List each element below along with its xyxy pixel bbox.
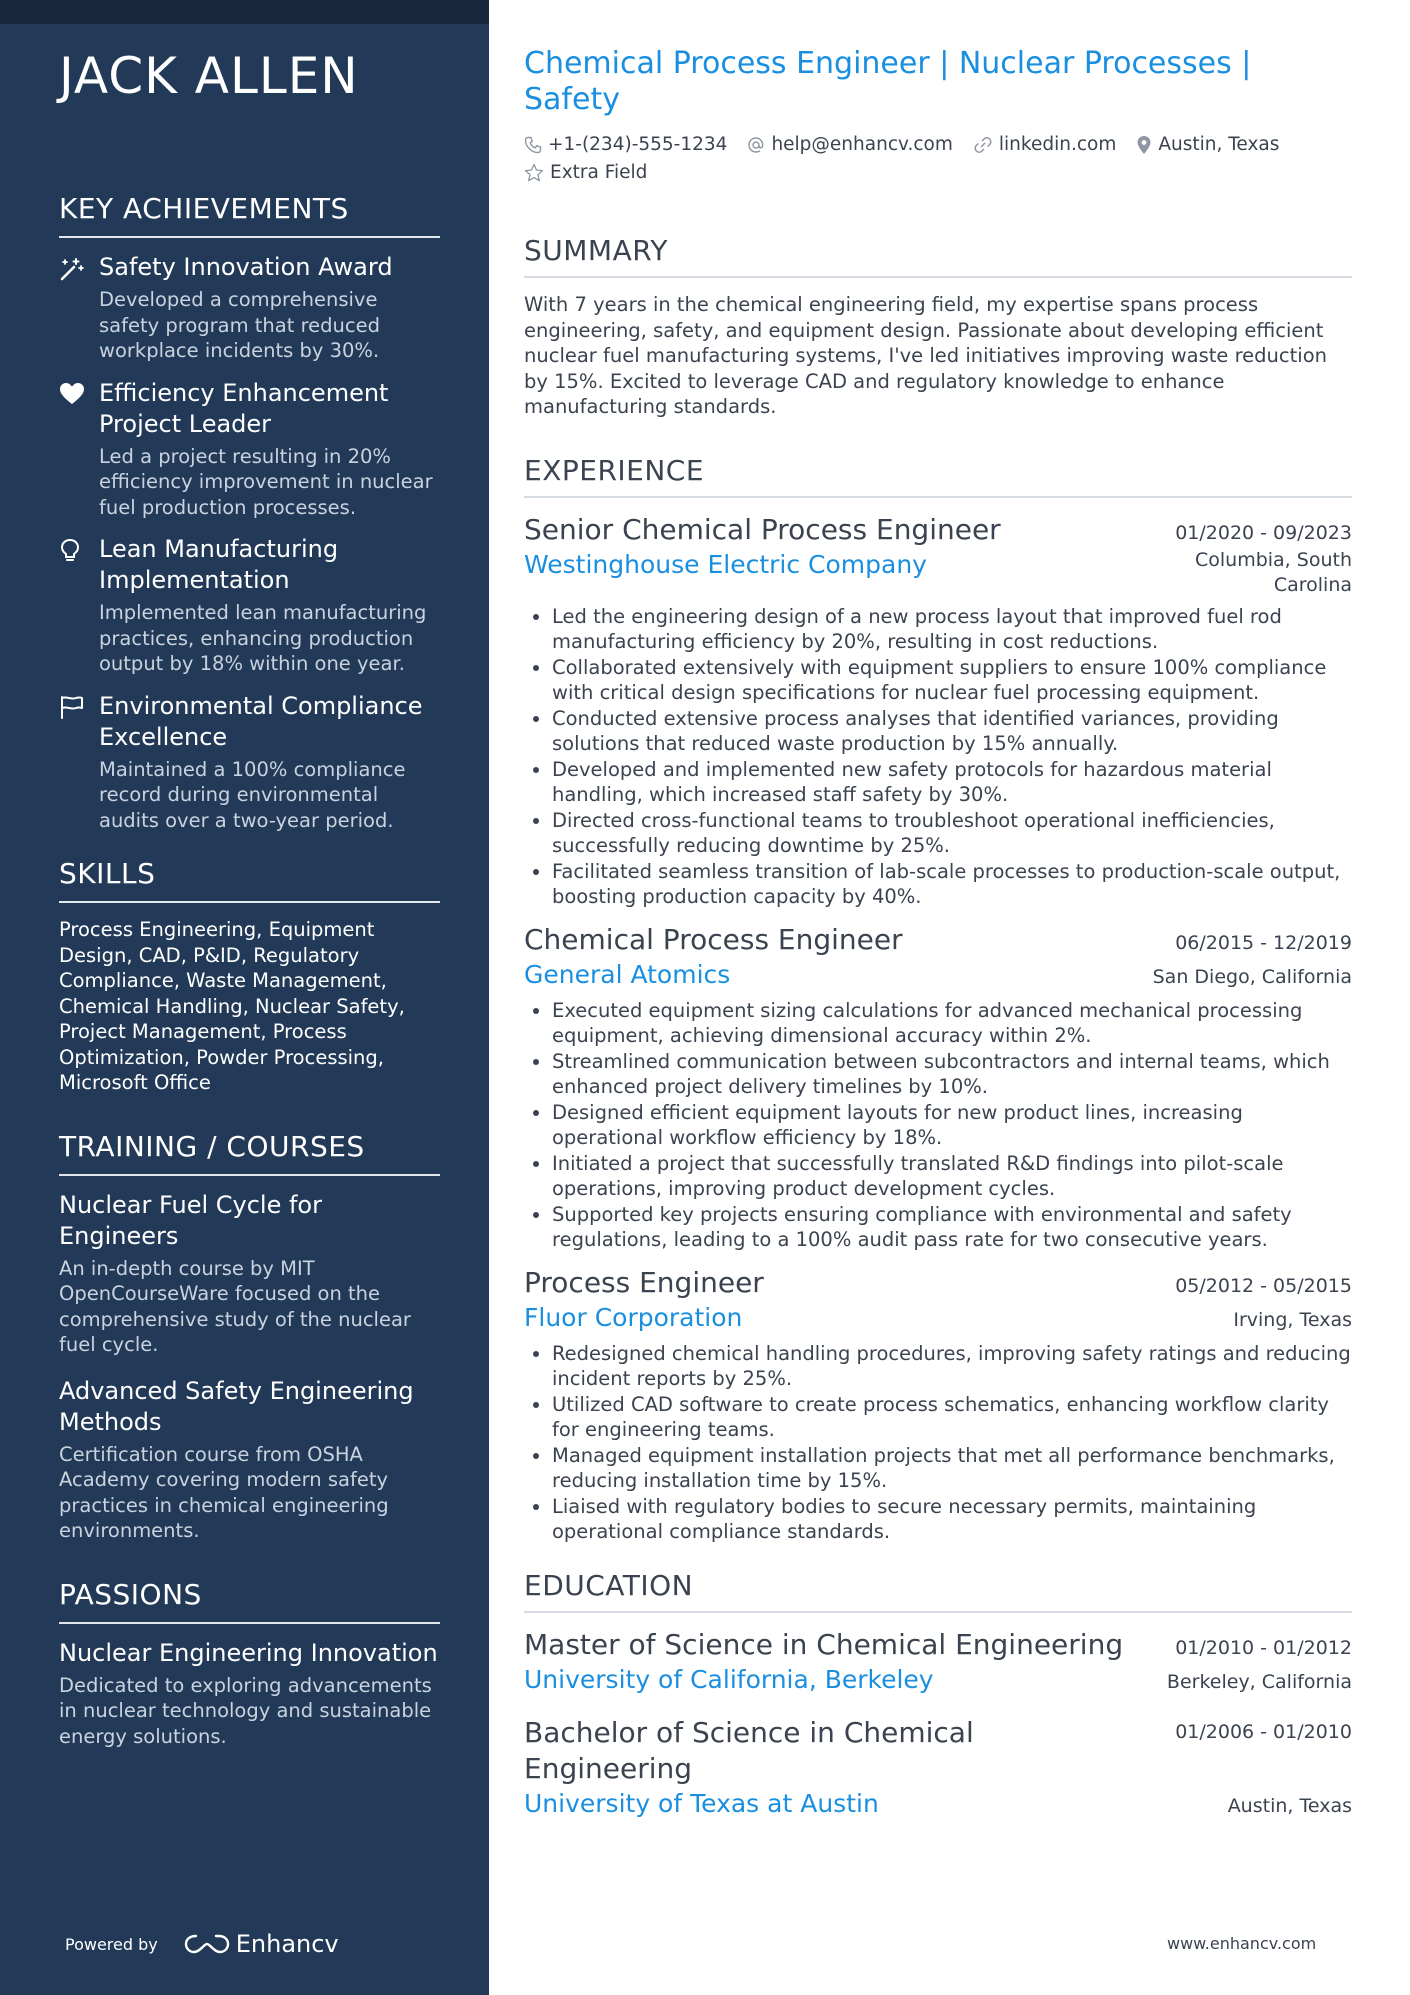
education-dates: 01/2010 - 01/2012: [1175, 1636, 1352, 1659]
job-bullet: • Designed efficient equipment layouts for new product lines, increasing operational workflow efficiency by 18%.: [552, 1100, 1352, 1151]
achievement-item: [59, 378, 440, 521]
lightbulb-icon: [59, 534, 99, 677]
footer-url[interactable]: www.enhancv.com: [1167, 1934, 1317, 1953]
job-bullet: • Liaised with regulatory bodies to secure necessary permits, maintaining operational compliance standards.: [552, 1494, 1352, 1545]
achievement-desc: Implemented lean manufacturing practices, enhancing production output by 18% within one year.: [99, 601, 427, 675]
course-title: Advanced Safety Engineering Methods: [59, 1376, 414, 1436]
job-entry: [524, 922, 1352, 1253]
contact-email[interactable]: [747, 134, 952, 156]
school-location: Austin, Texas: [1227, 1794, 1352, 1817]
job-location: Columbia, South Carolina: [1194, 548, 1352, 596]
job-dates: 05/2012 - 05/2015: [1175, 1274, 1352, 1297]
phone-text: +1-(234)-555-1234: [548, 134, 728, 155]
achievements-heading: KEY ACHIEVEMENTS: [59, 192, 440, 238]
job-bullet: • Initiated a project that successfully translated R&D findings into pilot-scale operations, improving product development cycles.: [552, 1151, 1352, 1202]
course-item: [59, 1376, 440, 1544]
linkedin-text: linkedin.com: [998, 134, 1117, 155]
link-icon: [973, 136, 993, 154]
job-bullet: • Conducted extensive process analyses that identified variances, providing solutions that reduced waste production by 15% annually.: [552, 706, 1352, 757]
location-text: Austin, Texas: [1158, 134, 1280, 155]
achievements-section: [59, 192, 440, 833]
job-bullet: • Redesigned chemical handling procedures, improving safety ratings and reducing incident reports by 25%.: [552, 1341, 1352, 1392]
job-bullet: • Collaborated extensively with equipment suppliers to ensure 100% compliance with critical design specifications for nuclear fuel processing equipment.: [552, 655, 1352, 706]
job-entry: [524, 1265, 1352, 1545]
contact-location: [1136, 134, 1279, 156]
job-bullet: • Managed equipment installation projects that met all performance benchmarks, reducing installation time by 15%.: [552, 1443, 1352, 1494]
main-column: [524, 46, 1352, 1821]
powered-by: [65, 1930, 339, 1958]
job-bullet: • Executed equipment sizing calculations for advanced mechanical processing equipment, achieving dimensional accuracy within 2%.: [552, 998, 1352, 1049]
job-bullet: • Streamlined communication between subcontractors and internal teams, which enhanced project delivery timelines by 10%.: [552, 1049, 1352, 1100]
education-entry: [524, 1715, 1352, 1821]
school: University of California, Berkeley: [524, 1664, 934, 1694]
school: University of Texas at Austin: [524, 1788, 879, 1818]
degree: Bachelor of Science in Chemical Engineering: [524, 1715, 974, 1785]
job-bullet: • Developed and implemented new safety protocols for hazardous material handling, which increased staff safety by 30%.: [552, 757, 1352, 808]
course-title: Nuclear Fuel Cycle for Engineers: [59, 1190, 322, 1250]
headline: Chemical Process Engineer | Nuclear Processes | Safety: [524, 46, 1252, 117]
phone-icon: [524, 136, 542, 154]
course-desc: An in-depth course by MIT OpenCourseWare focused on the comprehensive study of the nuclear fuel cycle.: [59, 1256, 411, 1356]
education-entry: [524, 1627, 1352, 1697]
job-dates: 06/2015 - 12/2019: [1175, 931, 1352, 954]
job-bullet: • Supported key projects ensuring compliance with environmental and safety regulations, leading to a 100% audit pass rate for two consecutive years.: [552, 1202, 1352, 1253]
job-bullets: [524, 1341, 1352, 1545]
job-bullet: • Utilized CAD software to create process schematics, enhancing workflow clarity for engineering teams.: [552, 1392, 1352, 1443]
passions-heading: PASSIONS: [59, 1578, 440, 1624]
skills-section: [59, 857, 440, 1096]
email-text: help@enhancv.com: [771, 134, 953, 155]
skills-list: Process Engineering, Equipment Design, CAD, P&ID, Regulatory Compliance, Waste Management, Chemical Handling, Nuclear Safety, Project Management, Process Optimization, Powder Processing, Microsoft Office: [59, 918, 405, 1094]
achievement-item: [59, 252, 440, 364]
job-bullet: • Led the engineering design of a new process layout that improved fuel rod manufacturing efficiency by 20%, resulting in cost reductions.: [552, 604, 1352, 655]
achievement-desc: Led a project resulting in 20% efficiency improvement in nuclear fuel production processes.: [99, 444, 433, 519]
at-icon: [747, 136, 765, 154]
achievement-desc: Maintained a 100% compliance record during environmental audits over a two-year period.: [99, 757, 406, 832]
achievement-title: Safety Innovation Award: [99, 253, 393, 281]
job-location: Irving, Texas: [1233, 1308, 1352, 1331]
job-bullets: [524, 604, 1352, 910]
job-company: Fluor Corporation: [524, 1302, 743, 1332]
achievement-title: Lean Manufacturing Implementation: [99, 535, 339, 594]
experience-heading: EXPERIENCE: [524, 454, 1352, 498]
sidebar-content: [59, 44, 440, 1749]
passions-section: [59, 1578, 440, 1750]
job-bullet: • Directed cross-functional teams to troubleshoot operational inefficiencies, successfully reducing downtime by 25%.: [552, 808, 1352, 859]
contact-linkedin[interactable]: [973, 134, 1116, 156]
degree: Master of Science in Chemical Engineering: [524, 1627, 1124, 1661]
training-heading: TRAINING / COURSES: [59, 1130, 440, 1176]
education-dates: 01/2006 - 01/2010: [1175, 1720, 1352, 1743]
experience-section: [524, 454, 1352, 1545]
job-dates: 01/2020 - 09/2023: [1175, 521, 1352, 544]
extra-field-text: Extra Field: [550, 162, 648, 183]
location-pin-icon: [1136, 135, 1152, 155]
achievement-item: [59, 691, 440, 834]
achievement-item: [59, 534, 440, 677]
flag-icon: [59, 691, 99, 834]
achievement-title: Efficiency Enhancement Project Leader: [99, 378, 389, 438]
job-entry: [524, 512, 1352, 910]
sidebar-top-strip: [0, 0, 489, 24]
infinity-icon: [184, 1932, 230, 1956]
education-section: [524, 1569, 1352, 1821]
achievement-desc: Developed a comprehensive safety program that reduced workplace incidents by 30%.: [99, 288, 381, 362]
candidate-name: JACK ALLEN: [59, 47, 359, 105]
passion-desc: Dedicated to exploring advancements in nuclear technology and sustainable energy solutions.: [59, 1673, 432, 1748]
brand-name: Enhancv: [235, 1930, 339, 1958]
enhancv-logo[interactable]: [184, 1930, 339, 1958]
passion-item: [59, 1638, 440, 1750]
contact-extra: [524, 162, 647, 184]
course-desc: Certification course from OSHA Academy covering modern safety practices in chemical engineering environments.: [59, 1442, 389, 1542]
sidebar: [0, 0, 489, 1995]
job-location: San Diego, California: [1152, 965, 1352, 988]
job-company: Westinghouse Electric Company: [524, 549, 927, 579]
training-section: [59, 1130, 440, 1544]
summary-heading: SUMMARY: [524, 234, 1352, 278]
contact-row: [524, 134, 1352, 184]
powered-by-label: Powered by: [65, 1934, 158, 1954]
heart-icon: [59, 378, 99, 521]
job-title: Chemical Process Engineer: [524, 922, 903, 956]
wand-icon: [59, 252, 99, 364]
summary-text: With 7 years in the chemical engineering field, my expertise spans process engineering, safety, and equipment design. Passionate about developing efficient nuclear fuel manufacturing systems, I've led initiatives improving waste reduction by 15%. Excited to leverage CAD and regulatory knowledge to enhance manufacturing standards.: [524, 293, 1327, 418]
job-bullet: • Facilitated seamless transition of lab-scale processes to production-scale output, boosting production capacity by 40%.: [552, 859, 1352, 910]
course-item: [59, 1190, 440, 1358]
skills-heading: SKILLS: [59, 857, 440, 903]
achievement-title: Environmental Compliance Excellence: [99, 691, 423, 751]
star-icon: [524, 163, 544, 183]
summary-section: [524, 234, 1352, 420]
job-bullets: [524, 998, 1352, 1253]
passion-title: Nuclear Engineering Innovation: [59, 1638, 438, 1667]
education-heading: EDUCATION: [524, 1569, 1352, 1613]
school-location: Berkeley, California: [1166, 1670, 1352, 1693]
job-company: General Atomics: [524, 959, 731, 989]
contact-phone[interactable]: [524, 134, 727, 156]
job-title: Process Engineer: [524, 1265, 764, 1299]
job-title: Senior Chemical Process Engineer: [524, 512, 1001, 546]
